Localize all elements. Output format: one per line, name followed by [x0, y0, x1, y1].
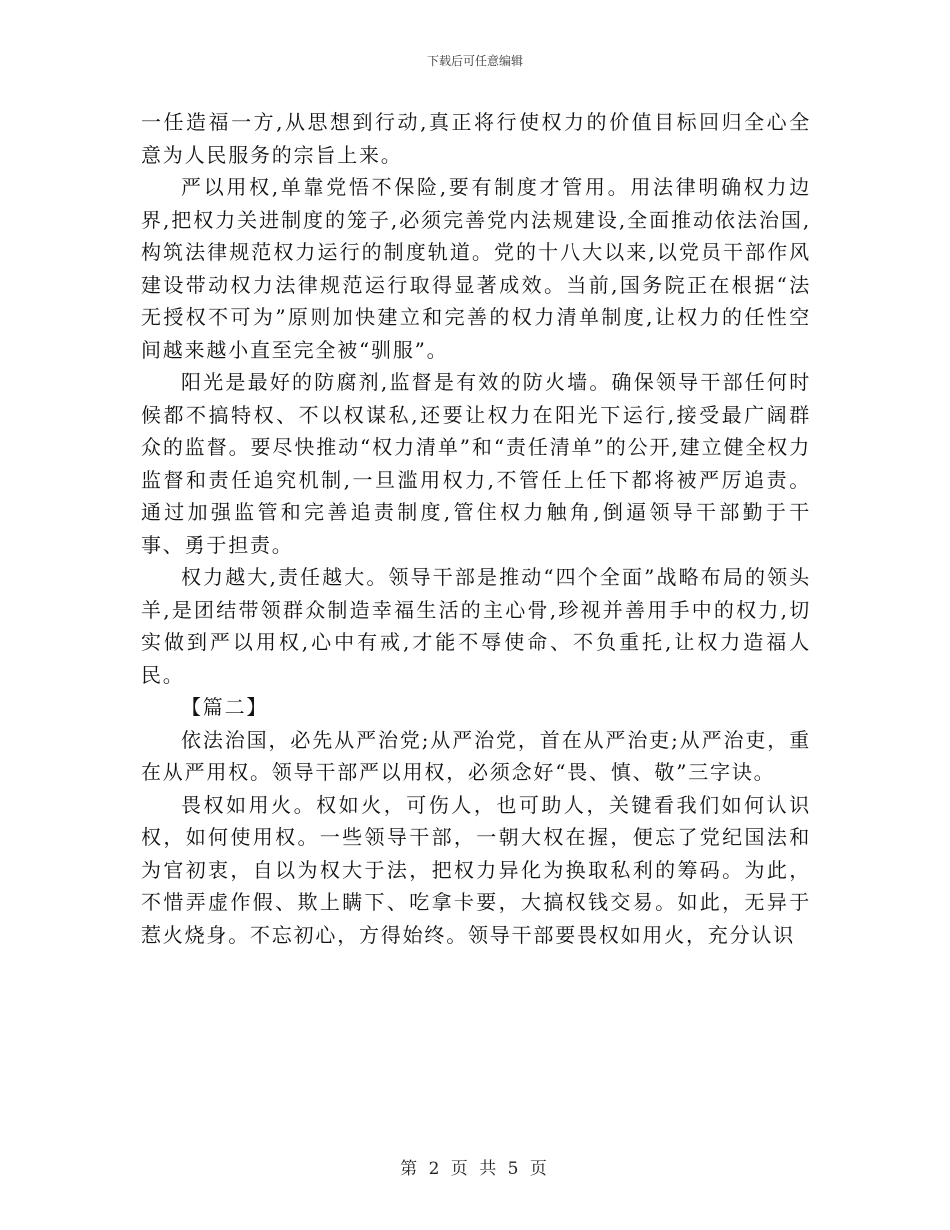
- paragraph: 依法治国，必先从严治党;从严治党，首在从严治吏;从严治吏，重在从严用权。领导干部严以用权，必须念好“畏、慎、敬”三字诀。: [141, 727, 811, 784]
- paragraph: 一任造福一方,从思想到行动,真正将行使权力的价值目标回归全心全意为人民服务的宗旨上来。: [141, 110, 811, 167]
- paragraph: 权力越大,责任越大。领导干部是推动“四个全面”战略布局的领头羊,是团结带领群众制造幸福生活的主心骨,珍视并善用手中的权力,切实做到严以用权,心中有戒,才能不辱使命、不负重托,让权力造福人民。: [141, 565, 811, 687]
- page-number-footer: 第 2 页 共 5 页: [400, 1159, 550, 1179]
- paragraph: 畏权如用火。权如火，可伤人，也可助人，关键看我们如何认识权，如何使用权。一些领导干部，一朝大权在握，便忘了党纪国法和为官初衷，自以为权大于法，把权力异化为换取私利的筹码。为此，不惜弄虚作假、欺上瞒下、吃拿卡要，大搞权钱交易。如此，无异于惹火烧身。不忘初心，方得始终。领导干部要畏权如用火，充分认识: [141, 792, 811, 947]
- document-body: [141, 106, 811, 951]
- paragraph: 严以用权,单靠党悟不保险,要有制度才管用。用法律明确权力边界,把权力关进制度的笼子,必须完善党内法规建设,全面推动依法治国,构筑法律规范权力运行的制度轨道。党的十八大以来,以党员干部作风建设带动权力法律规范运行取得显著成效。当前,国务院正在根据“法无授权不可为”原则加快建立和完善的权力清单制度,让权力的任性空间越来越小直至完全被“驯服”。: [141, 175, 811, 362]
- section-heading: 【篇二】: [181, 695, 269, 719]
- paragraph: 阳光是最好的防腐剂,监督是有效的防火墙。确保领导干部任何时候都不搞特权、不以权谋私,还要让权力在阳光下运行,接受最广阔群众的监督。要尽快推动“权力清单”和“责任清单”的公开,建立健全权力监督和责任追究机制,一旦滥用权力,不管任上任下都将被严厉追责。通过加强监管和完善追责制度,管住权力触角,倒逼领导干部勤于干事、勇于担责。: [141, 370, 811, 557]
- page-header-note: 下载后可任意编辑: [426, 54, 523, 68]
